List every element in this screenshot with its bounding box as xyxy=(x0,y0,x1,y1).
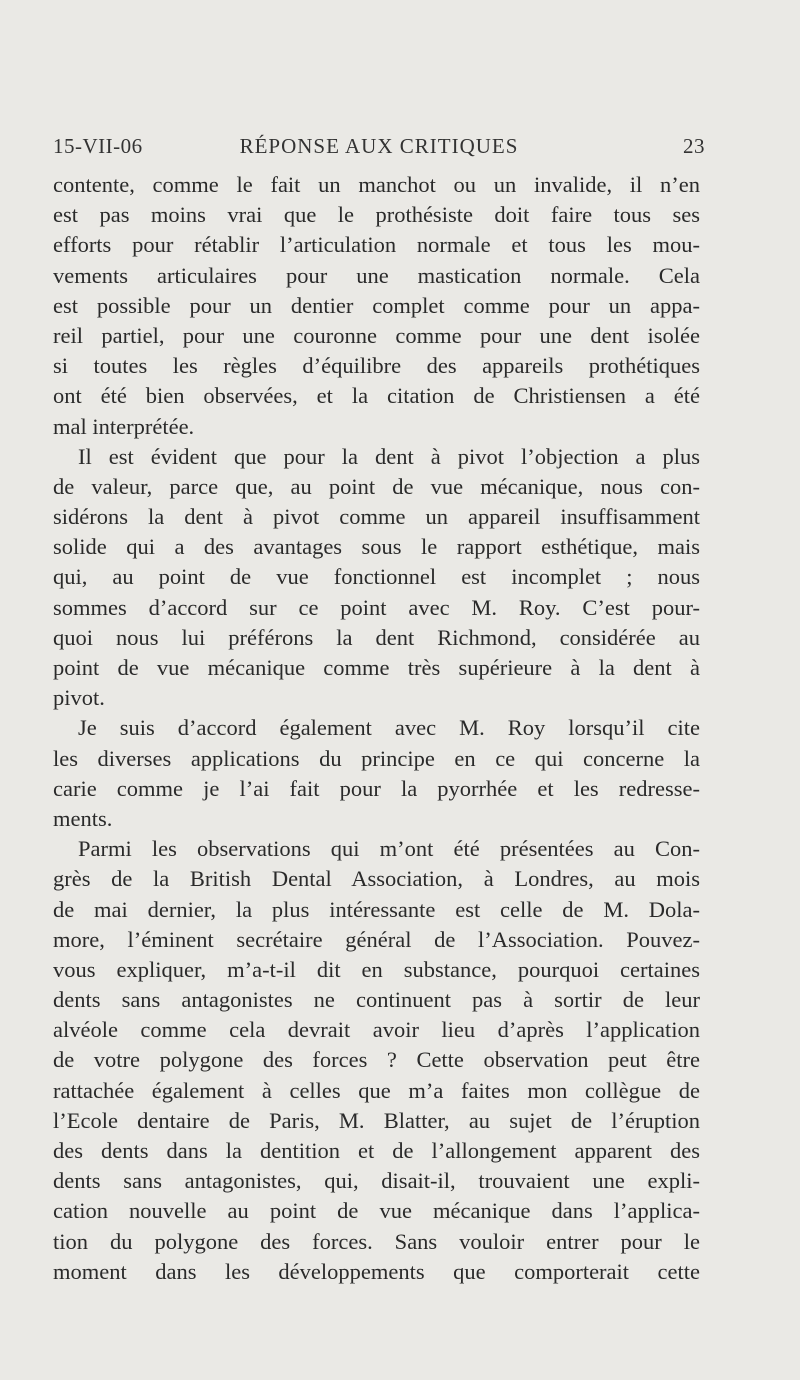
text-line: de votre polygone des forces ? Cette observation peut être xyxy=(53,1047,700,1073)
text-line: vements articulaires pour une mastication normale. Cela xyxy=(53,262,700,288)
page-number: 23 xyxy=(683,134,705,158)
text-line: sommes d’accord sur ce point avec M. Roy. C’est pour- xyxy=(53,594,700,620)
text-line: ont été bien observées, et la citation de Christiensen a été xyxy=(53,383,700,409)
running-title: RÉPONSE AUX CRITIQUES xyxy=(239,134,519,158)
text-line: Je suis d’accord également avec M. Roy lorsqu’il cite xyxy=(78,715,700,741)
text-line: dents sans antagonistes, qui, disait-il, trouvaient une expli- xyxy=(53,1168,700,1194)
text-line: dents sans antagonistes ne continuent pas à sortir de leur xyxy=(53,987,700,1013)
text-line: Parmi les observations qui m’ont été présentées au Con- xyxy=(78,836,700,862)
text-line: Il est évident que pour la dent à pivot l’objection a plus xyxy=(78,443,700,469)
text-line: tion du polygone des forces. Sans vouloir entrer pour le xyxy=(53,1228,700,1254)
text-line: efforts pour rétablir l’articulation normale et tous les mou- xyxy=(53,232,700,258)
text-line: de valeur, parce que, au point de vue mécanique, nous con- xyxy=(53,473,700,499)
text-line: alvéole comme cela devrait avoir lieu d’après l’application xyxy=(53,1017,700,1043)
text-line: vous expliquer, m’a-t-il dit en substance, pourquoi certaines xyxy=(53,956,700,982)
text-line: grès de la British Dental Association, à Londres, au mois xyxy=(53,866,700,892)
body-text xyxy=(53,170,700,1287)
text-line: rattachée également à celles que m’a faites mon collègue de xyxy=(53,1077,700,1103)
text-line: est possible pour un dentier complet comme pour un appa- xyxy=(53,292,700,318)
text-line: de mai dernier, la plus intéressante est celle de M. Dola- xyxy=(53,896,700,922)
text-line: les diverses applications du principe en ce qui concerne la xyxy=(53,745,700,771)
text-line: solide qui a des avantages sous le rapport esthétique, mais xyxy=(53,534,700,560)
text-line: mal interprétée. xyxy=(53,413,195,439)
text-line: cation nouvelle au point de vue mécanique dans l’applica- xyxy=(53,1198,700,1224)
text-line: qui, au point de vue fonctionnel est incomplet ; nous xyxy=(53,564,700,590)
text-line: reil partiel, pour une couronne comme pour une dent isolée xyxy=(53,322,700,348)
text-line: contente, comme le fait un manchot ou un invalide, il n’en xyxy=(53,172,700,197)
text-line: more, l’éminent secrétaire général de l’Association. Pouvez- xyxy=(53,926,700,952)
text-line: des dents dans la dentition et de l’allongement apparent des xyxy=(53,1138,700,1163)
text-line: point de vue mécanique comme très supérieure à la dent à xyxy=(53,655,700,680)
text-line: quoi nous lui préférons la dent Richmond, considérée au xyxy=(53,624,700,650)
text-line: moment dans les développements que comporterait cette xyxy=(53,1258,700,1284)
text-line: sidérons la dent à pivot comme un appareil insuffisamment xyxy=(53,504,700,530)
running-head xyxy=(53,134,705,166)
text-line: est pas moins vrai que le prothésiste doit faire tous ses xyxy=(53,202,700,228)
text-line: carie comme je l’ai fait pour la pyorrhée et les redresse- xyxy=(53,775,700,801)
text-line: pivot. xyxy=(53,685,105,711)
text-line: ments. xyxy=(53,805,113,831)
text-line: si toutes les règles d’équilibre des appareils prothétiques xyxy=(53,353,700,379)
text-line: l’Ecole dentaire de Paris, M. Blatter, au sujet de l’éruption xyxy=(53,1107,700,1133)
page-date: 15-VII-06 xyxy=(53,134,143,158)
